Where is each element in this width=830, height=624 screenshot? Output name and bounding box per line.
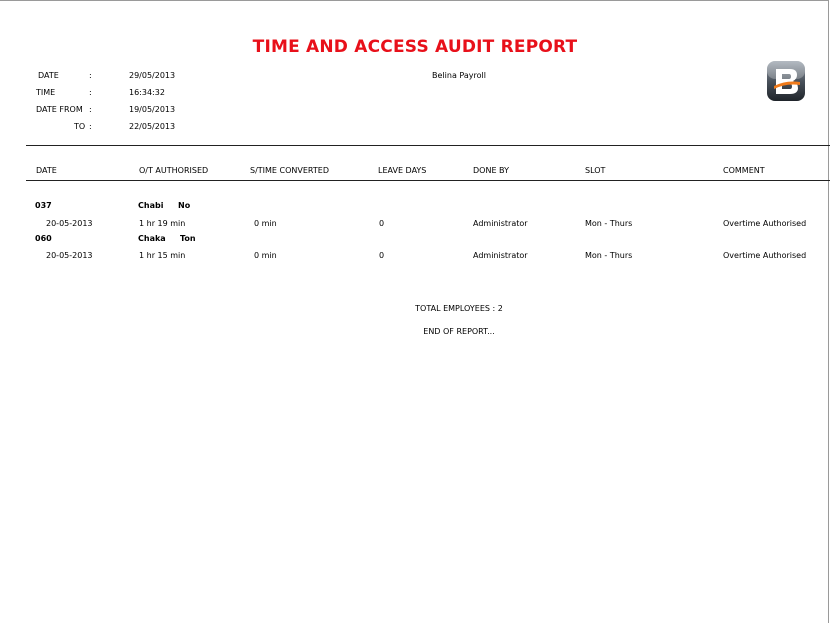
report-title: TIME AND ACCESS AUDIT REPORT xyxy=(252,37,578,57)
row-stime: 0 min xyxy=(254,251,277,260)
row-leave: 0 xyxy=(379,219,385,228)
employee-first-name: Chabi xyxy=(138,201,164,210)
row-done-by: Administrator xyxy=(473,251,528,260)
date-to-label: TO xyxy=(74,122,86,131)
belina-logo-icon xyxy=(766,60,806,102)
row-stime: 0 min xyxy=(254,219,277,228)
row-leave: 0 xyxy=(379,251,385,260)
col-leave-days: LEAVE DAYS xyxy=(378,166,427,175)
col-stime-converted: S/TIME CONVERTED xyxy=(250,166,329,175)
col-date: DATE xyxy=(36,166,57,175)
date-from-label: DATE FROM xyxy=(36,105,83,114)
end-of-report: END OF REPORT... xyxy=(423,327,495,336)
date-value: 29/05/2013 xyxy=(129,71,176,80)
column-divider xyxy=(26,180,830,181)
employee-code: 037 xyxy=(35,201,52,210)
row-date: 20-05-2013 xyxy=(46,219,93,228)
row-ot: 1 hr 19 min xyxy=(139,219,186,228)
row-ot: 1 hr 15 min xyxy=(139,251,186,260)
row-comment: Overtime Authorised xyxy=(723,251,807,260)
employee-code: 060 xyxy=(35,234,52,243)
time-value: 16:34:32 xyxy=(129,88,165,97)
total-employees: TOTAL EMPLOYEES : 2 xyxy=(415,304,503,313)
date-from-sep: : xyxy=(89,105,92,114)
row-slot: Mon - Thurs xyxy=(585,219,633,228)
date-label: DATE xyxy=(38,71,59,80)
time-label: TIME xyxy=(36,88,56,97)
date-to-sep: : xyxy=(89,122,92,131)
col-slot: SLOT xyxy=(585,166,606,175)
header-divider xyxy=(26,145,830,146)
col-comment: COMMENT xyxy=(723,166,765,175)
col-ot-authorised: O/T AUTHORISED xyxy=(139,166,209,175)
date-sep: : xyxy=(89,71,92,80)
employee-last-name: No xyxy=(178,201,191,210)
company-name: Belina Payroll xyxy=(432,71,486,80)
employee-last-name: Ton xyxy=(180,234,196,243)
row-done-by: Administrator xyxy=(473,219,528,228)
employee-first-name: Chaka xyxy=(138,234,166,243)
date-from-value: 19/05/2013 xyxy=(129,105,176,114)
row-comment: Overtime Authorised xyxy=(723,219,807,228)
time-sep: : xyxy=(89,88,92,97)
row-slot: Mon - Thurs xyxy=(585,251,633,260)
row-date: 20-05-2013 xyxy=(46,251,93,260)
date-to-value: 22/05/2013 xyxy=(129,122,176,131)
col-done-by: DONE BY xyxy=(473,166,509,175)
